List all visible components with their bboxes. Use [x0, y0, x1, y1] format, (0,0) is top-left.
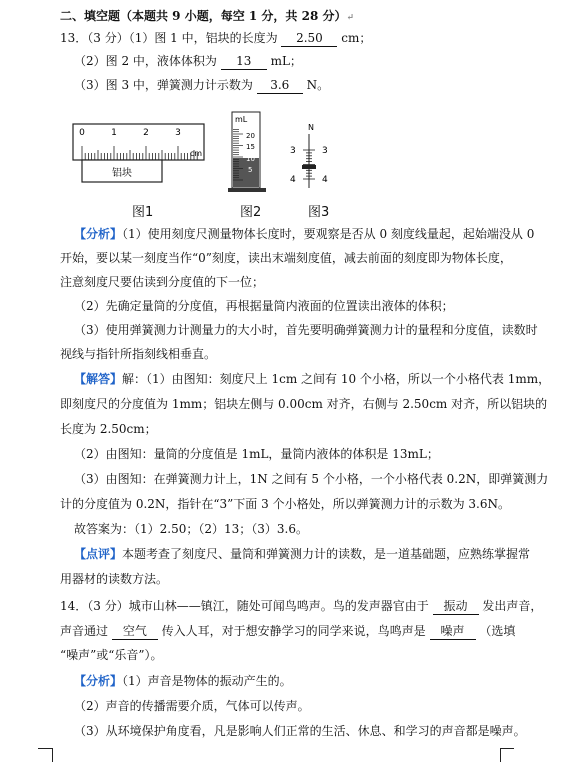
spring-scale-unit: N — [308, 123, 314, 132]
cylinder-tick-5: 5 — [248, 166, 253, 174]
ruler-unit: cm — [189, 149, 203, 158]
ruler-tick-2: 2 — [143, 128, 149, 138]
comment-line-1: 【点评】本题考查了刻度尺、量筒和弹簧测力计的读数，是一道基础题，应熟练掌握常 — [74, 547, 531, 561]
q13-line2: （2）图 2 中，液体体积为 13 mL； — [74, 54, 302, 68]
analysis-line-1: 【分析】（1）使用刻度尺测量物体长度时，要观察是否从 0 刻度线量起，起始端没从 0 — [74, 227, 535, 241]
spring-pointer — [302, 165, 316, 169]
figure-1-ruler — [72, 120, 206, 184]
analysis-line-3: 注意刻度尺要估读到分度值的下一位； — [60, 275, 265, 289]
ruler-tick-3: 3 — [175, 128, 181, 138]
figure-2-cylinder — [226, 108, 270, 194]
q14-answer-3: 噪声 — [430, 623, 476, 640]
cylinder-tick-15: 15 — [246, 143, 255, 151]
analysis-line-6: 视线与指针所指刻线相垂直。 — [60, 347, 217, 361]
figure-2-caption: 图2 — [240, 205, 262, 220]
solution-line-1: 【解答】解：（1）由图知：刻度尺上 1cm 之间有 10 个小格，所以一个小格代表 1mm， — [74, 372, 551, 386]
q14-line2: 声音通过 空气 传入人耳，对于想安静学习的同学来说，鸟鸣声是 噪声 （选填 — [60, 624, 516, 638]
analysis2-line-3: （3）从环境保护角度看，凡是影响人们正常的生活、休息、和学习的声音都是噪声。 — [74, 724, 526, 738]
figure-1-caption: 图1 — [132, 205, 154, 220]
spring-tick-3-right: 3 — [322, 146, 328, 156]
q13-answer-1: 2.50 — [281, 30, 337, 47]
spring-tick-3-left: 3 — [290, 146, 296, 156]
q14-answer-1: 振动 — [433, 598, 479, 615]
figure-3-spring-scale — [286, 120, 332, 192]
analysis-line-4: （2）先确定量筒的分度值，再根据量筒内液面的位置读出液体的体积； — [74, 299, 454, 313]
page-corner-mark-right-top — [500, 748, 514, 763]
ruler-tick-0: 0 — [79, 128, 85, 138]
solution-line-2: 即刻度尺的分度值为 1mm；铝块左侧与 0.00cm 对齐，右侧与 2.50cm 对齐，所以铝块的 — [60, 397, 548, 411]
aluminum-block-label: 铝块 — [112, 168, 132, 179]
q13-answer-2: 13 — [221, 53, 267, 70]
spring-tick-4-right: 4 — [322, 175, 328, 185]
section-title: 二、填空题（本题共 9 小题，每空 1 分，共 28 分）↵ — [60, 9, 355, 23]
solution-line-4: （2）由图知：量筒的分度值是 1mL，量筒内液体的体积是 13mL； — [74, 447, 439, 461]
cylinder-unit: mL — [235, 115, 248, 124]
q13-line3: （3）图 3 中，弹簧测力计示数为 3.6 N。 — [74, 78, 330, 92]
analysis2-line-1: 【分析】（1）声音是物体的振动产生的。 — [74, 674, 292, 688]
q13-answer-3: 3.6 — [257, 77, 303, 94]
q14-line3: “噪声”或“乐音”）。 — [60, 648, 163, 662]
solution-line-5: （3）由图知：在弹簧测力计上，1N 之间有 5 个小格，一个小格代表 0.2N，即弹簧测力 — [74, 472, 549, 486]
analysis-line-5: （3）使用弹簧测力计测量力的大小时，首先要明确弹簧测力计的量程和分度值，读数时 — [74, 323, 538, 337]
solution-line-7: 故答案为：（1）2.50；（2）13；（3）3.6。 — [74, 522, 308, 536]
page-corner-mark-left-top — [38, 748, 52, 763]
solution-line-3: 长度为 2.50cm； — [60, 422, 157, 436]
solution-line-6: 计的分度值为 0.2N，指针在“3”下面 3 个小格处，所以弹簧测力计的示数为 3.6N。 — [60, 497, 510, 511]
q13-line1: 13．（3 分）（1）图 1 中，铝块的长度为 2.50 cm； — [60, 31, 372, 45]
q14-answer-2: 空气 — [112, 623, 158, 640]
figure-3-caption: 图3 — [308, 205, 330, 220]
ruler-tick-1: 1 — [111, 128, 117, 138]
comment-line-2: 用器材的读数方法。 — [60, 572, 169, 586]
analysis2-line-2: （2）声音的传播需要介质，气体可以传声。 — [74, 699, 310, 713]
spring-tick-4-left: 4 — [290, 175, 296, 185]
cylinder-tick-20: 20 — [246, 132, 255, 140]
analysis-line-2: 开始，要以某一刻度当作“0”刻度，读出末端刻度值，减去前面的刻度即为物体长度， — [60, 251, 512, 265]
q14-line1: 14．（3 分）城市山林——镇江，随处可闻鸟鸣声。鸟的发声器官由于 振动 发出声音， — [60, 599, 543, 613]
cylinder-tick-10: 10 — [246, 155, 255, 163]
